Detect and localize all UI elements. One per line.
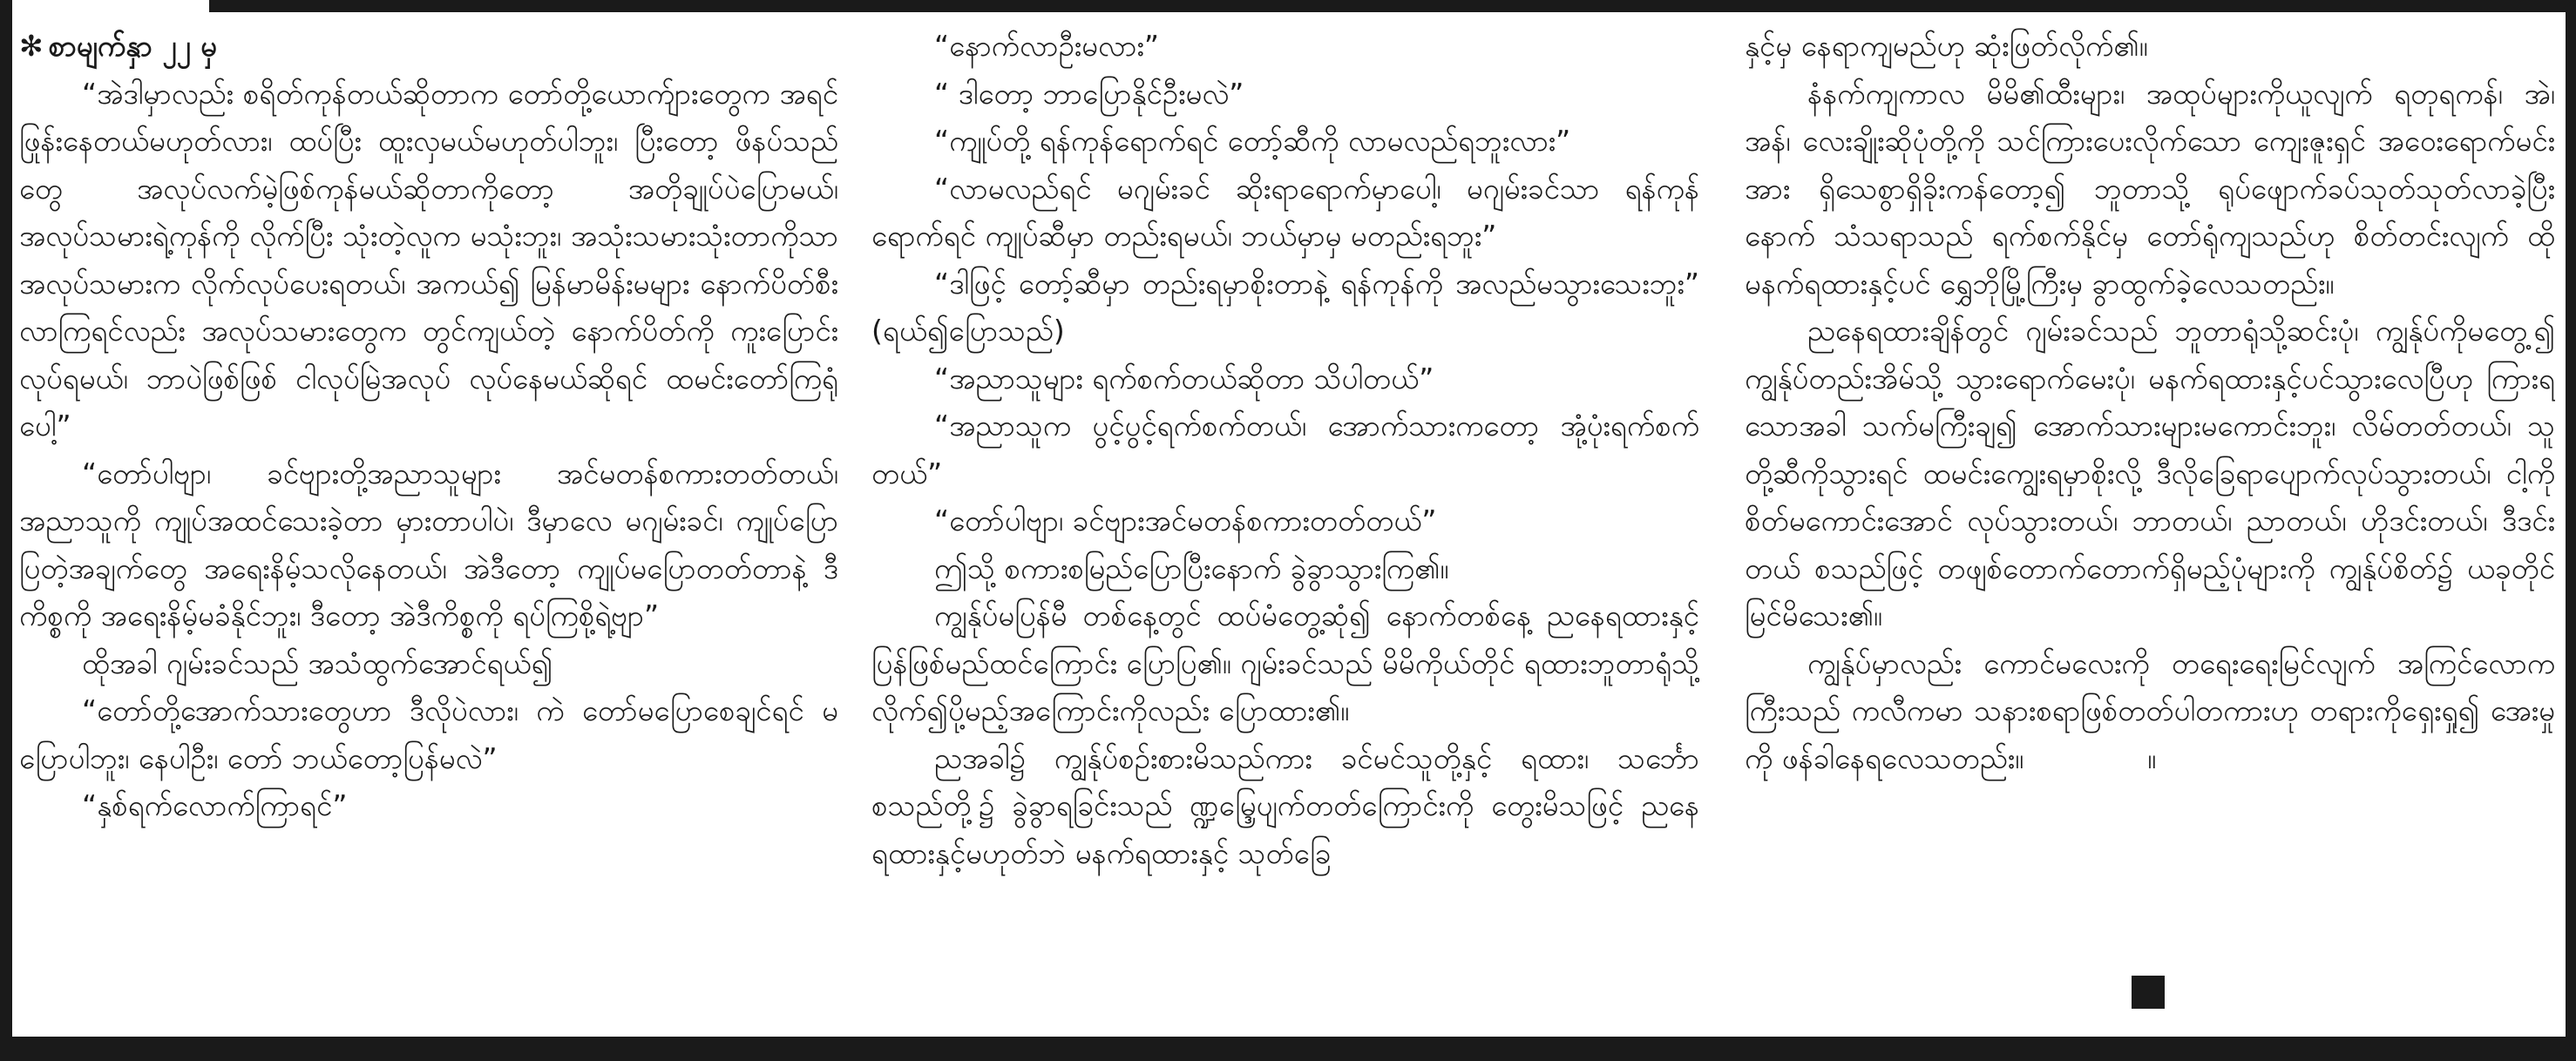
paragraph: “တော်တို့အောက်သားတွေဟာ ဒီလိုပဲလား၊ ကဲ တော်မပြောစေချင်ရင် မပြောပါဘူး၊ နေပါဦး၊ တော် ဘယ်တော့ပြန်မလဲ” [19, 693, 838, 775]
continuation-heading-text: စာမျက်နှာ ၂၂ မှ [48, 29, 218, 63]
continuation-heading [19, 23, 838, 71]
paragraph: နှင့်မှ နေရာကျမည်ဟု ဆုံးဖြတ်လိုက်၏။ [1745, 29, 2148, 63]
paragraph: “တော်ပါဗျာ၊ ခင်ဗျားတို့အညာသူများ အင်မတန်စကားတတ်တယ်၊ အညာသူကို ကျုပ်အထင်သေးခဲ့တာ မှားတာပါပဲ၊ ဒီမှာလေ မဂျမ်းခင်၊ ကျုပ်ပြောပြတဲ့အချက်တွေ အရေးနိမ့်သလိုနေတယ်၊ အဲဒီတော့ ကျုပ်မပြောတတ်တာနဲ့ ဒီကိစ္စကို အရေးနိမ့်မခံနိုင်ဘူး၊ ဒီတော့ အဲဒီကိစ္စကို ရပ်ကြစို့ရဲ့ဗျာ” [19, 456, 838, 632]
paragraph: “အဲဒါမှာလည်း စရိတ်ကုန်တယ်ဆိုတာက တော်တို့ယောက်ျားတွေက အရင်ဖြုန်းနေတယ်မဟုတ်လား၊ ထပ်ပြီး ထူးလှမယ်မဟုတ်ပါဘူး၊ ပြီးတော့ ဖိနပ်သည်တွေ အလုပ်လက်မဲ့ဖြစ်ကုန်မယ်ဆိုတာကိုတော့ အတိုချုပ်ပဲပြောမယ်၊ အလုပ်သမားရဲ့ကုန်ကို လိုက်ပြီး သုံးတဲ့လူက မသုံးဘူး၊ အသုံးသမားသုံးတာကိုသာ အလုပ်သမားက လိုက်လုပ်ပေးရတယ်၊ အကယ်၍ မြန်မာမိန်းမများ နောက်ပိတ်စီးလာကြရင်လည်း အလုပ်သမားတွေက တွင်ကျယ်တဲ့ နောက်ပိတ်ကို ကူးပြောင်းလုပ်ရမယ်၊ ဘာပဲဖြစ်ဖြစ် ငါလုပ်မြဲအလုပ် လုပ်နေမယ်ဆိုရင် ထမင်းတော်ကြရုံပေါ့” [19, 76, 838, 443]
paragraph: ဤသို့ စကားစမြည်ပြောပြီးနောက် ခွဲခွာသွားကြ၏။ [934, 551, 1449, 585]
paragraph: “နောက်လာဦးမလား” [934, 29, 1159, 63]
paragraph: “ ဒါတော့ ဘာပြောနိုင်ဦးမလဲ” [934, 76, 1244, 111]
paragraph: ကျွန်ုပ်မပြန်မီ တစ်နေ့တွင် ထပ်မံတွေ့ဆုံ၍ နောက်တစ်နေ့ ညနေရထားနှင့် ပြန်ဖြစ်မည်ထင်ကြောင်း ပြောပြ၏။ ဂျမ်းခင်သည် မိမိကိုယ်တိုင် ရထားဘူတာရုံသို့ လိုက်၍ပို့မည့်အကြောင်းကိုလည်း ပြောထား၏။ [871, 598, 1699, 727]
frame-border-top [209, 0, 2576, 12]
paragraph: “လာမလည်ရင် မဂျမ်းခင် ဆိုးရာရောက်မှာပေါ့၊ မဂျမ်းခင်သာ ရန်ကုန်ရောက်ရင် ကျုပ်ဆီမှာ တည်းရမယ်၊ ဘယ်မှာမှ မတည်းရဘူး” [871, 171, 1699, 253]
paragraph: “အညာသူက ပွင့်ပွင့်ရက်စက်တယ်၊ အောက်သားကတော့ အုံ့ပုံးရက်စက်တယ်” [871, 409, 1699, 490]
end-of-article-square-icon [2132, 976, 2165, 1009]
frame-border-bottom [0, 1037, 2576, 1061]
paragraph: “နှစ်ရက်လောက်ကြာရင်” [82, 788, 348, 822]
paragraph: ထိုအခါ ဂျမ်းခင်သည် အသံထွက်အောင်ရယ်၍ [82, 645, 553, 680]
text-column-2 [871, 23, 1699, 1024]
paragraph-text: ကျွန်ုပ်မှာလည်း ကောင်မလေးကို တရေးရေးမြင်လျက် အကြင်လောကကြီးသည် ကလီကမာ သနားစရာဖြစ်တတ်ပါတကားဟု တရားကိုရှေးရှု၍ အေးမှုကို ဖန်ခါနေရလေသတည်း။ [1745, 645, 2555, 775]
section-end-mark: ။ [2147, 740, 2157, 775]
text-column-1 [19, 23, 838, 1024]
text-column-3 [1745, 23, 2555, 1024]
paragraph: ညနေရထားချိန်တွင် ဂျမ်းခင်သည် ဘူတာရုံသို့ဆင်းပုံ၊ ကျွန်ုပ်ကိုမတွေ့၍ ကျွန်ုပ်တည်းအိမ်သို့ သွားရောက်မေးပုံ၊ မနက်ရထားနှင့်ပင်သွားလေပြီဟု ကြားရသောအခါ သက်မကြီးချ၍ အောက်သားများမကောင်းဘူး၊ လိမ်တတ်တယ်၊ သူတို့ဆီကိုသွားရင် ထမင်းကျွေးရမှာစိုးလို့ ဒီလိုခြေရာပျောက်လုပ်သွားတယ်၊ ငါ့ကိုစိတ်မကောင်းအောင် လုပ်သွားတယ်၊ ဘာတယ်၊ ညာတယ်၊ ဟိုဒင်းတယ်၊ ဒီဒင်းတယ် စသည်ဖြင့် တဖျစ်တောက်တောက်ရှိမည့်ပုံများကို ကျွန်ုပ်စိတ်၌ ယခုတိုင်မြင်မိသေး၏။ [1745, 314, 2555, 632]
paragraph: နံနက်ကျကာလ မိမိ၏ထီးများ၊ အထုပ်များကိုယူလျက် ရတုရကန်၊ အဲ၊ အန်၊ လေးချိုးဆိုပုံတို့ကို သင်ကြားပေးလိုက်သော ကျေးဇူးရှင် အဝေးရောက်မင်းအား ရှိသေစွာရှိခိုးကန်တော့၍ ဘူတာသို့ ရုပ်ဖျောက်ခပ်သုတ်သုတ်လာခဲ့ပြီးနောက် သံသရာသည် ရက်စက်နိုင်မှ တော်ရုံကျသည်ဟု စိတ်တင်းလျက် ထိုမနက်ရထားနှင့်ပင် ရွှေဘိုမြို့ကြီးမှ ခွာထွက်ခဲ့လေသတည်း။ [1745, 76, 2555, 301]
asterisk-icon: ✻ [19, 29, 44, 63]
frame-border-left [0, 0, 12, 1061]
paragraph [1745, 640, 2555, 783]
paragraph: “ကျုပ်တို့ ရန်ကုန်ရောက်ရင် တော့်ဆီကို လာမလည်ရဘူးလား” [934, 124, 1571, 158]
paragraph: “ဒါဖြင့် တော့်ဆီမှာ တည်းရမှာစိုးတာနဲ့ ရန်ကုန်ကို အလည်မသွားသေးဘူး” (ရယ်၍ပြောသည်) [871, 266, 1699, 348]
paragraph: “အညာသူများ ရက်စက်တယ်ဆိုတာ သိပါတယ်” [934, 361, 1434, 395]
paragraph: ညအခါ၌ ကျွန်ုပ်စဉ်းစားမိသည်ကား ခင်မင်သူတို့နှင့် ရထား၊ သင်္ဘော စသည်တို့၌ ခွဲခွာရခြင်းသည် ဏ္ဍမ္ဒြေပျက်တတ်ကြောင်းကို တွေးမိသဖြင့် ညနေရထားနှင့်မဟုတ်ဘဲ မနက်ရထားနှင့် သုတ်ခြေ [871, 740, 1699, 870]
frame-border-right [2566, 0, 2576, 1061]
paragraph: “တော်ပါဗျာ၊ ခင်ဗျားအင်မတန်စကားတတ်တယ်” [934, 503, 1437, 537]
